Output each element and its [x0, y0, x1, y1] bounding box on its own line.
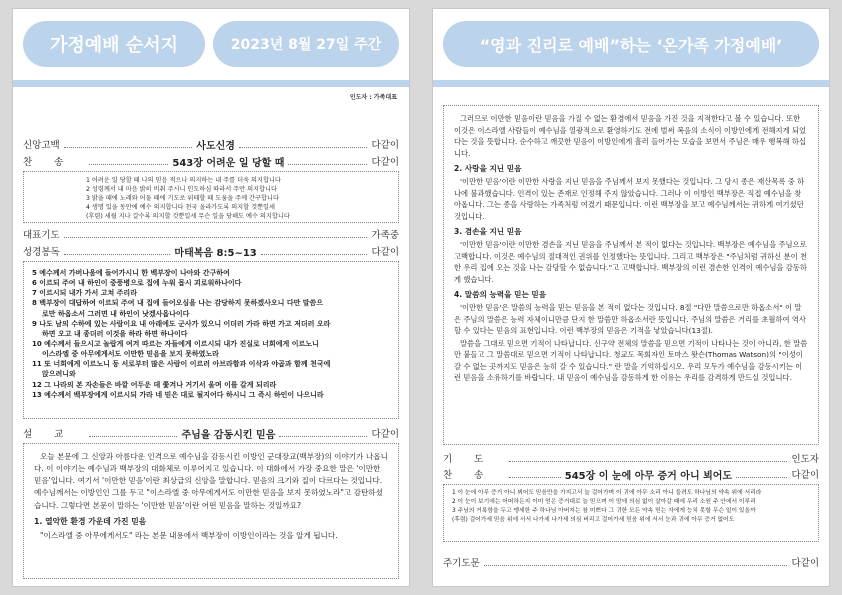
sermon-paragraph: '이만한 믿음'은 말씀의 능력을 믿는 믿음을 본 적이 없다는 것입니다. 8절 "다만 말씀으로만 하옵소서" 이 말은 주님의 말씀은 능력 자체이니만큼 단지 한 말씀만 하옵소서란 뜻입니다. 주님의 말씀은 거리를 초월하여 역사할 수 있다는 믿음의 표현입니다. 이런 백부장의 믿음은 기적을 낳았습니다(13절).: [454, 303, 806, 336]
hymn-line: 3 밝을 때에 노래와 어둘 때에 기도로 위태할 때 도움을 주께 간구합니다: [86, 194, 279, 202]
order-row-hymn: 찬송 545장 이 눈에 아무 증거 아니 뵈어도 다같이: [443, 470, 820, 482]
sermon-continued: [443, 105, 819, 445]
left-page: [12, 8, 410, 587]
sermon-heading: 1. 열악한 환경 가운데 가진 믿음: [34, 516, 147, 526]
verse: 로만 하옵소서 그러면 내 하인이 낫겠사옵나이다: [42, 309, 190, 318]
leader-label: 인도자 : 가족대표: [349, 94, 397, 101]
order-row-hymn: 찬송 543장 어려운 일 당할 때 다같이: [23, 157, 400, 169]
verse: 이스라엘 중 아무에게서도 이만한 믿음을 보지 못하였노라: [42, 350, 219, 359]
sermon-paragraph: "이스라엘 중 아무에게서도" 라는 본문 내용에서 백부장이 이방인이라는 것을 알게 됩니다.: [40, 531, 338, 541]
sermon-heading: 4. 말씀의 능력을 믿는 믿음: [454, 290, 547, 300]
hymn-line: (후렴) 걸어가세 믿음 위에 서서 나가세 나가세 의심 버리고 걸어가세 믿음 위에 서서 눈과 귀에 아무 증거 없어도: [452, 516, 735, 523]
order-row-sermon: 설교 주님을 감동시킨 믿음 다같이: [23, 429, 400, 441]
hymn-line: 2 이 눈이 보기에는 어떠하든지 이미 얻은 증거대로 늘 믿으며 이 맘에 의심 없이 살아갈 때에 우리 소원 주 안에서 이루리: [452, 498, 756, 505]
sermon-paragraph: 말씀을 그대로 믿으면 기적이 나타납니다. 신구약 전체의 말씀을 믿으면 기적이 나타나는 것이 아니라, 한 말씀만 붙들고 그 말씀대로 믿으면 기적이 나타납니다. 청교도 목회자인 토마스 왓슨(Thomas Watson)의 "이성이 갈 수 없는 곳까지도 믿음은 능히 갈 수 있습니다." 란 말을 기억하십시오. 우리 모두가 예수님을 감동시키는 이런 믿음을 소유하기를 바랍니다. 내 믿음이 예수님을 감동하게 한 이유는 우리를 감격하게 만드실 것입니다.: [454, 338, 808, 383]
sermon-heading: 3. 겸손을 지닌 믿음: [454, 227, 522, 237]
sermon-paragraph: '이만한 믿음'이란 이만한 겸손을 지닌 믿음을 주님께서 본 적이 없다는 것입니다. 백부장은 예수님을 주님으로 고백합니다. 이것은 예수님의 절대적인 권위를 인정했다는 뜻입니다. 그리고 백부장은 "주님처럼 귀하신 분이 천한 우리 집에 오는 것을 나는 감당할 수 없습니다."고 고백합니다. 백부장의 이런 겸손한 인격이 예수님을 감동하게 했습니다.: [454, 240, 808, 284]
verse: 10 예수께서 들으시고 놀랍게 여겨 따르는 자들에게 이르시되 내가 진실로 너희에게 이르노니: [32, 339, 319, 348]
date-label: 2023년 8월 27일 주간: [213, 21, 399, 67]
hymn-lyrics: [23, 171, 399, 223]
verse: 8 백부장이 대답하여 이르되 주여 내 집에 들어오심을 나는 감당하지 못하겠사오니 다만 말씀으: [32, 299, 324, 308]
hymn-line: 4 생명 있을 동안에 예수 의지합니다 천국 올라가도록 의지할 것뿐일세: [86, 203, 275, 211]
order-row-creed: 신앙고백 사도신경 다같이: [23, 140, 400, 152]
order-row-lords-prayer: 주기도문 다같이: [443, 558, 819, 569]
hymn-line: 1 이 눈에 아무 증거 아니 뵈어도 믿음만을 가지고서 늘 걸어가며 이 귀에 아무 소리 아니 들려도 하나님의 약속 위에 서리라: [452, 490, 762, 496]
hymn-line: 2 성령께서 내 마음 밝히 비춰 주시니 인도하심 따라서 주만 의지합니다: [86, 185, 277, 193]
sermon-paragraph: '이만한 믿음'이란 이만한 사랑을 지닌 믿음을 주님께서 보지 못했다는 것입니다. 그 당시 종은 재산목록 중 하나에 불과했습니다. 인격이 있는 존재로 인정해 주지 않았습니다. 그러나 이 이방인 백부장은 직접 예수님을 찾아옵니다. 그는 종을 사랑하는 가족처럼 여겼기 때문입니다. 이런 백부장을 보고 예수님께서는 귀하게 여기셨던 것입니다.: [454, 177, 805, 221]
verse: 7 이르시되 내가 가서 고쳐 주리라: [32, 289, 137, 298]
hymn-line: 3 주님의 거룩함을 두고 맹세한 주 하나님 아버지는 참 미쁘다 그 귀한 모든 약속 믿는 자에게 능치 못할 무슨 일이 있을까: [452, 507, 756, 514]
verse: 5 예수께서 가버나움에 들어가시니 한 백부장이 나아와 간구하여: [32, 269, 230, 277]
verse: 하면 오고 내 종더러 이것을 하라 하면 하나이다: [42, 329, 188, 338]
sermon-heading: 2. 사랑을 지닌 믿음: [454, 164, 522, 174]
verse: 13 예수께서 백부장에게 이르시되 가라 네 믿은 대로 될지어다 하시니 그 즉시 하인이 나으니라: [32, 390, 324, 399]
order-row-prayer: 기도 인도자: [443, 454, 819, 465]
order-row-scripture: 성경봉독 마태복음 8:5~13 다같이: [23, 247, 399, 259]
verse: 12 그 나라의 본 자손들은 바깥 어두운 데 쫓겨나 거기서 울며 이를 갈게 되리라: [32, 380, 277, 389]
verse: 앉으려니와: [42, 370, 76, 379]
sermon-text: [23, 443, 399, 579]
page-title: “영과 진리로 예배”하는 ‘온가족 가정예배’: [443, 21, 819, 67]
right-page: [432, 8, 830, 587]
hymn-line: (후렴) 세월 지나 갈수록 의지할 것뿐일세 무슨 일을 당해도 예수 의지합니다: [86, 212, 290, 220]
verse: 6 이르되 주여 내 하인이 중풍병으로 집에 누워 몹시 괴로워하나이다: [32, 279, 242, 288]
hymn-lyrics: [443, 484, 819, 542]
order-row-prayer: 대표기도 가족중: [23, 230, 399, 241]
page-title: 가정예배 순서지: [23, 21, 205, 67]
scripture-text: [23, 261, 399, 419]
hymn-line: 1 어려운 일 당할 때 나의 믿음 적으나 의지하는 내 주를 더욱 의지합니다: [86, 177, 281, 184]
verse: 9 나도 남의 수하에 있는 사람이요 내 아래에도 군사가 있으니 이더러 가라 하면 가고 저더러 오라: [32, 319, 331, 328]
header-bar: [13, 80, 409, 87]
verse: 11 또 너희에게 이르노니 동 서로부터 많은 사람이 이르러 아브라함과 이삭과 야곱과 함께 천국에: [32, 360, 331, 369]
sermon-paragraph: 그러므로 이만한 믿음이란 믿음을 가질 수 없는 환경에서 믿음을 가진 것을 지적한다고 볼 수 있습니다. 또한 이것은 이스라엘 사람들이 예수님을 열광적으로 환영하기도 전에 벌써 복음의 소식이 이방인에게 전해지게 되었다는 것을 뜻합니다. 순수하고 깨끗한 믿음이 이방인에게 흘러 들어가는 모습을 보면서 주님은 매우 행복해 하십니다.: [454, 114, 807, 158]
sermon-paragraph: 오늘 본문에 그 신앙과 아름다운 인격으로 예수님을 감동시킨 이방인 군대장교(백부장)의 이야기가 나옵니다. 이 이야기는 예수님과 백부장의 대화체로 이루어지고 있습니다. 이 대화에서 가장 중요한 말은 '이만한 믿음'입니다. 여기서 '이만한 믿음'이란 최상급의 신앙을 말합니다. 믿음의 크기와 질이 다르다는 것입니다. 예수님께서는 이방인인 그를 두고 "이스라엘 중 아무에게서도 이만한 믿음을 보지 못하였노라"고 감탄하셨습니다. 그렇다면 본문이 말하는 '이만한 믿음'이란 어떤 믿음을 말하는 것일까요?: [34, 452, 388, 510]
header-bar: [433, 80, 829, 87]
